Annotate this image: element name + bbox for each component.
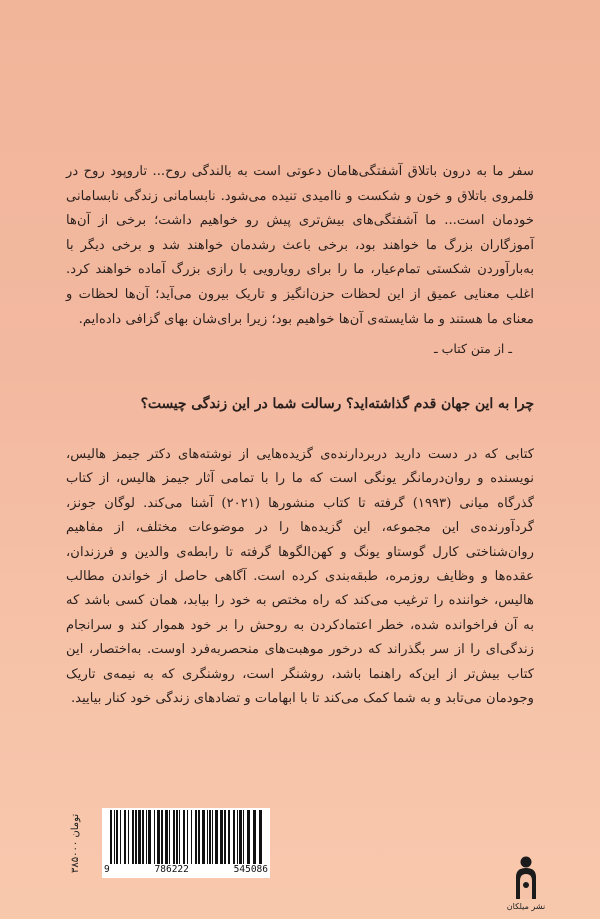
barcode-digit-group-2: 786222 bbox=[154, 864, 189, 875]
barcode-digit-group-1: 9 bbox=[104, 864, 110, 875]
publisher-logo-icon bbox=[507, 855, 545, 903]
book-description: کتابی که در دست دارید دربردارنده‌ی گزیده‌هایی از نوشته‌های دکتر جیمز هالیس، نویسنده و روان‌درمانگر یونگی است که ما را با تمامی آثار جیمز هالیس، از کتاب گذرگاه میانی (۱۹۹۳) گرفته تا کتاب منشورها (۲۰۲۱) آشنا می‌کند. لوگان جونز، گردآورنده‌ی این مجموعه، این گزیده‌ها را در موضوعات مختلف، از مفاهیم روان‌شناختی کارل گوستاو یونگ و کهن‌الگوها گرفته تا رابطه‌ی والدین و فرزندان، عقده‌ها و وظایف روزمره، طبقه‌بندی کرده است. آگاهی حاصل از خواندن مطالب هالیس، خواننده را ترغیب می‌کند که راه مختص به خود را بیابد، همان کسی باشد که به آن فراخوانده شده، خطر اعتمادکردن به روحش را بر خود هموار کند و سرانجام زندگی‌ای را از سر بگذراند که درخور موهبت‌های منحصربه‌فرد اوست. به‌اختصار، این کتاب بیش‌تر از این‌که راهنما باشد، روشنگر است، روشنگری که به نیمه‌ی تاریک وجودمان می‌تابد و به شما کمک می‌کند تا با ابهامات و تضادهای زندگی خود کنار بیایید. bbox=[66, 447, 535, 707]
barcode-icon bbox=[102, 808, 270, 866]
book-excerpt: سفر ما به درون باتلاق آشفتگی‌هامان دعوتی است به بالندگی روح... تاروپود روح در قلمروی باتلاق و خون و شکست و ناامیدی تنیده می‌شود. نابسامانی زندگی نابسامانی خودمان است... ما آشفتگی‌های بیش‌تری پیش رو خواهیم داشت؛ برخی از آن‌ها آموزگاران بزرگ ما خواهند بود، برخی باعث رشدمان خواهند شد و برخی دیگر با به‌بارآوردن شکستی تمام‌عیار، ما را برای رویارویی با رازی بزرگ آماده خواهند کرد. اغلب معنایی عمیق از این لحظات حزن‌انگیز و تاریک بیرون می‌آید؛ آن‌ها لحظات و معنای ما هستند و ما شایسته‌ی آن‌ها خواهیم بود؛ زیرا برای‌شان بهای گزافی داده‌ایم. bbox=[66, 164, 534, 327]
publisher-name: نشر میلکان bbox=[506, 902, 546, 911]
excerpt-attribution: ـ از متن کتاب ـ bbox=[433, 341, 512, 356]
barcode-block bbox=[66, 804, 276, 878]
barcode-bars-graphic bbox=[102, 808, 270, 866]
description-heading: چرا به این جهان قدم گذاشته‌اید؟ رسالت شما در این زندگی چیست؟ bbox=[140, 396, 534, 412]
price-label: ۳۸۵۰۰۰ تومان bbox=[70, 813, 81, 873]
barcode-digits bbox=[102, 864, 270, 878]
barcode-digit-group-3: 545086 bbox=[233, 864, 268, 875]
